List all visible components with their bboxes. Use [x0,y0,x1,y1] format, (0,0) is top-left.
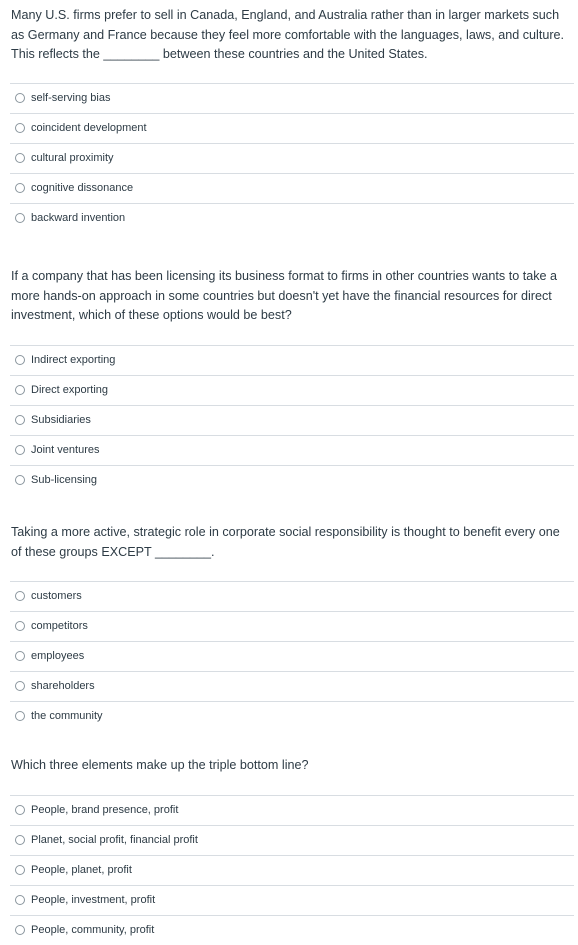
answer-option[interactable] [10,405,574,435]
answer-label: People, brand presence, profit [31,804,179,816]
answer-option[interactable] [10,465,574,495]
answer-option[interactable] [10,671,574,701]
radio-button[interactable] [15,123,25,133]
radio-button[interactable] [15,651,25,661]
answer-label: Direct exporting [31,384,109,396]
radio-button[interactable] [15,805,25,815]
radio-button[interactable] [15,213,25,223]
question-2-text: If a company that has been licensing its business format to firms in other countries wants to take a more hands-on approach in some countries but doesn't yet have the financial resources for direct investment, which of these options would be best? [11,269,558,322]
answer-option[interactable] [10,641,574,671]
answer-option[interactable] [10,701,574,731]
answer-label: People, investment, profit [31,894,156,906]
answer-option[interactable] [10,825,574,855]
radio-button[interactable] [15,183,25,193]
answer-option[interactable] [10,345,574,375]
radio-button[interactable] [15,93,25,103]
answer-label: the community [31,710,103,722]
radio-button[interactable] [15,591,25,601]
radio-button[interactable] [15,835,25,845]
answer-label: customers [31,590,82,602]
question-2-answers [10,345,574,495]
radio-button[interactable] [15,445,25,455]
radio-button[interactable] [15,475,25,485]
radio-button[interactable] [15,895,25,905]
answer-option[interactable] [10,795,574,825]
answer-option[interactable] [10,83,574,113]
radio-button[interactable] [15,415,25,425]
answer-label: cognitive dissonance [31,182,134,194]
question-3-text: Taking a more active, strategic role in corporate social responsibility is thought to benefit every one of these groups EXCEPT ________. [11,525,560,559]
answer-option[interactable] [10,581,574,611]
radio-button[interactable] [15,621,25,631]
answer-option[interactable] [10,435,574,465]
question-4-answers [10,795,574,945]
answer-option[interactable] [10,203,574,233]
answer-label: competitors [31,620,88,632]
answer-label: Subsidiaries [31,414,91,426]
answer-label: self-serving bias [31,92,111,104]
answer-label: backward invention [31,212,126,224]
answer-option[interactable] [10,375,574,405]
answer-label: shareholders [31,680,95,692]
question-1-text: Many U.S. firms prefer to sell in Canada, England, and Australia rather than in larger markets such as Germany and France because they feel more comfortable with the languages, laws, and culture. This reflects the ________ between these countries and the United States. [11,8,565,61]
answer-option[interactable] [10,143,574,173]
answer-label: cultural proximity [31,152,114,164]
answer-label: Sub-licensing [31,474,98,486]
answer-label: People, planet, profit [31,864,132,876]
answer-option[interactable] [10,113,574,143]
answer-option[interactable] [10,611,574,641]
answer-option[interactable] [10,885,574,915]
answer-label: Indirect exporting [31,354,116,366]
answer-option[interactable] [10,173,574,203]
question-1-answers [10,83,574,233]
question-4-text: Which three elements make up the triple bottom line? [11,758,309,772]
answer-label: coincident development [31,122,147,134]
radio-button[interactable] [15,865,25,875]
radio-button[interactable] [15,385,25,395]
radio-button[interactable] [15,711,25,721]
radio-button[interactable] [15,355,25,365]
answer-label: employees [31,650,85,662]
answer-option[interactable] [10,855,574,885]
question-3-answers [10,581,574,731]
radio-button[interactable] [15,925,25,935]
radio-button[interactable] [15,153,25,163]
answer-option[interactable] [10,915,574,945]
radio-button[interactable] [15,681,25,691]
answer-label: People, community, profit [31,924,155,936]
answer-label: Planet, social profit, financial profit [31,834,198,846]
answer-label: Joint ventures [31,444,100,456]
